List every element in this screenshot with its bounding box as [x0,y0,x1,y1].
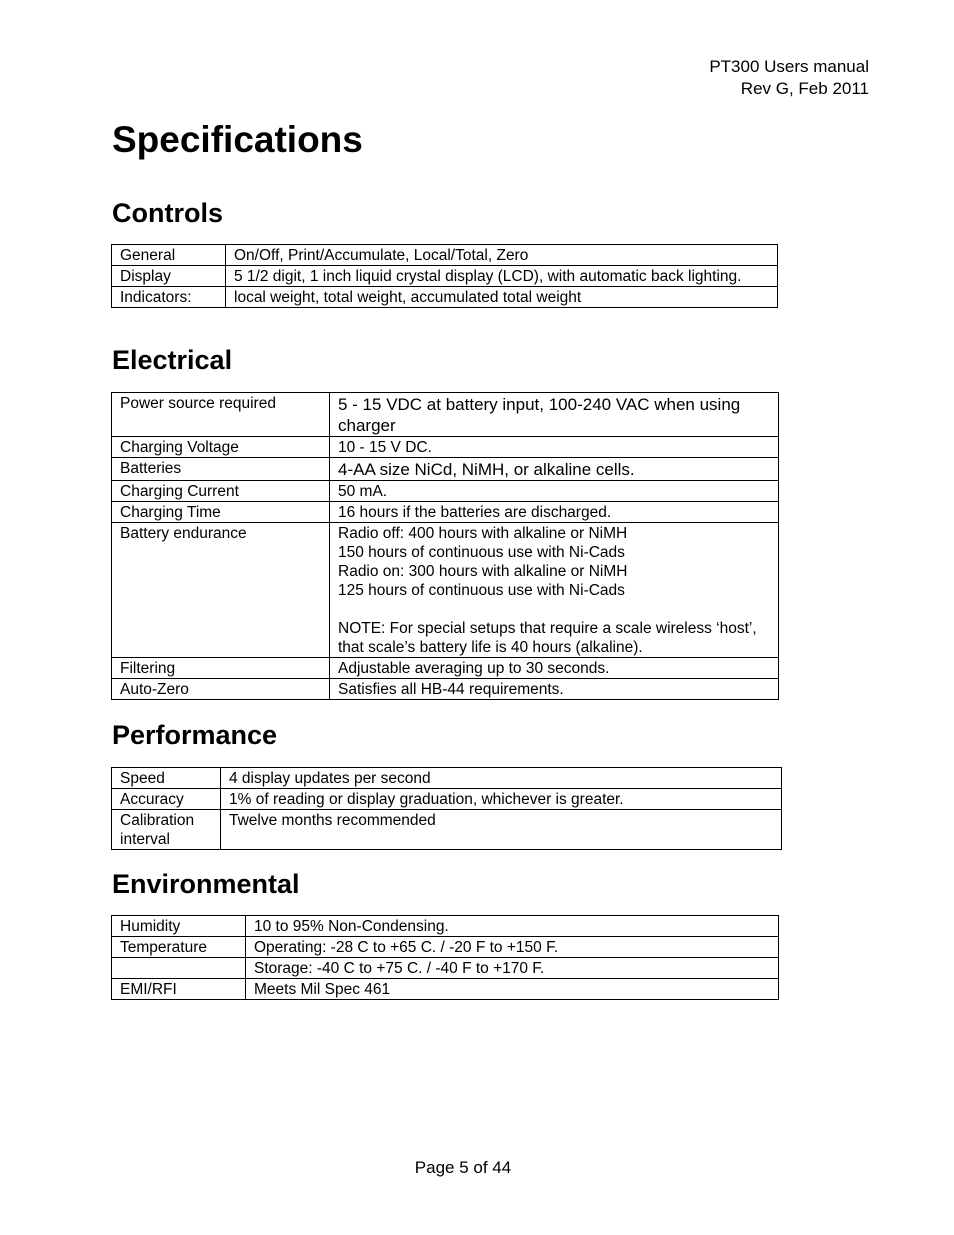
spec-label: Auto-Zero [112,679,330,700]
spec-label: Speed [112,768,221,789]
table-row [112,679,779,700]
table-row [112,658,779,679]
spec-label: Indicators: [112,287,226,308]
spec-label: Charging Voltage [112,437,330,458]
controls-table [111,244,778,308]
spec-label: Filtering [112,658,330,679]
spec-value: Adjustable averaging up to 30 seconds. [330,658,779,679]
spec-value: Storage: -40 C to +75 C. / -40 F to +170 F. [246,958,779,979]
table-row [112,245,778,266]
table-row [112,958,779,979]
electrical-section-title: Electrical [112,345,233,375]
environmental-section-title: Environmental [112,869,300,899]
spec-label: Accuracy [112,789,221,810]
spec-value: Operating: -28 C to +65 C. / -20 F to +150 F. [246,937,779,958]
table-row [112,502,779,523]
table-row [112,523,779,658]
spec-value: 4 display updates per second [221,768,782,789]
spec-label: Humidity [112,916,246,937]
controls-section-title: Controls [112,198,223,228]
header-manual-title: PT300 Users manual [709,57,869,76]
spec-label: Charging Current [112,481,330,502]
spec-label: Power source required [112,393,330,437]
spec-value: 50 mA. [330,481,779,502]
spec-label: Charging Time [112,502,330,523]
spec-value: Twelve months recommended [221,810,782,850]
table-row [112,287,778,308]
spec-label: General [112,245,226,266]
performance-table [111,767,782,850]
spec-label: Calibration interval [112,810,221,850]
spec-label [112,958,246,979]
table-row [112,768,782,789]
spec-value: Radio off: 400 hours with alkaline or NiMH 150 hours of continuous use with Ni-Cads Radio on: 300 hours with alkaline or NiMH 125 hours of continuous use with Ni-Cads NOTE: For special setups that require a scale wireless ‘host’, that scale’s battery life is 40 hours (alkaline). [330,523,779,658]
table-row [112,789,782,810]
performance-section-title: Performance [112,720,278,750]
spec-label: Batteries [112,458,330,481]
spec-label: Display [112,266,226,287]
spec-value: 5 1/2 digit, 1 inch liquid crystal display (LCD), with automatic back lighting. [226,266,778,287]
header-revision: Rev G, Feb 2011 [740,79,869,98]
table-row [112,437,779,458]
table-row [112,481,779,502]
spec-value: On/Off, Print/Accumulate, Local/Total, Zero [226,245,778,266]
spec-value: 1% of reading or display graduation, whichever is greater. [221,789,782,810]
spec-value: 16 hours if the batteries are discharged. [330,502,779,523]
spec-value: 5 - 15 VDC at battery input, 100-240 VAC when using charger [330,393,779,437]
table-row [112,810,782,850]
table-row [112,937,779,958]
electrical-table [111,392,779,700]
spec-value: 10 - 15 V DC. [330,437,779,458]
table-row [112,393,779,437]
spec-value: 4-AA size NiCd, NiMH, or alkaline cells. [330,458,779,481]
environmental-table [111,915,779,1000]
spec-label: EMI/RFI [112,979,246,1000]
document-header [709,56,869,100]
spec-value: 10 to 95% Non-Condensing. [246,916,779,937]
spec-label: Battery endurance [112,523,330,658]
page-title: Specifications [112,119,363,160]
table-row [112,979,779,1000]
table-row [112,458,779,481]
spec-value: local weight, total weight, accumulated total weight [226,287,778,308]
table-row [112,916,779,937]
page-number: Page 5 of 44 [414,1158,512,1177]
spec-label: Temperature [112,937,246,958]
table-row [112,266,778,287]
spec-value: Meets Mil Spec 461 [246,979,779,1000]
spec-value: Satisfies all HB-44 requirements. [330,679,779,700]
